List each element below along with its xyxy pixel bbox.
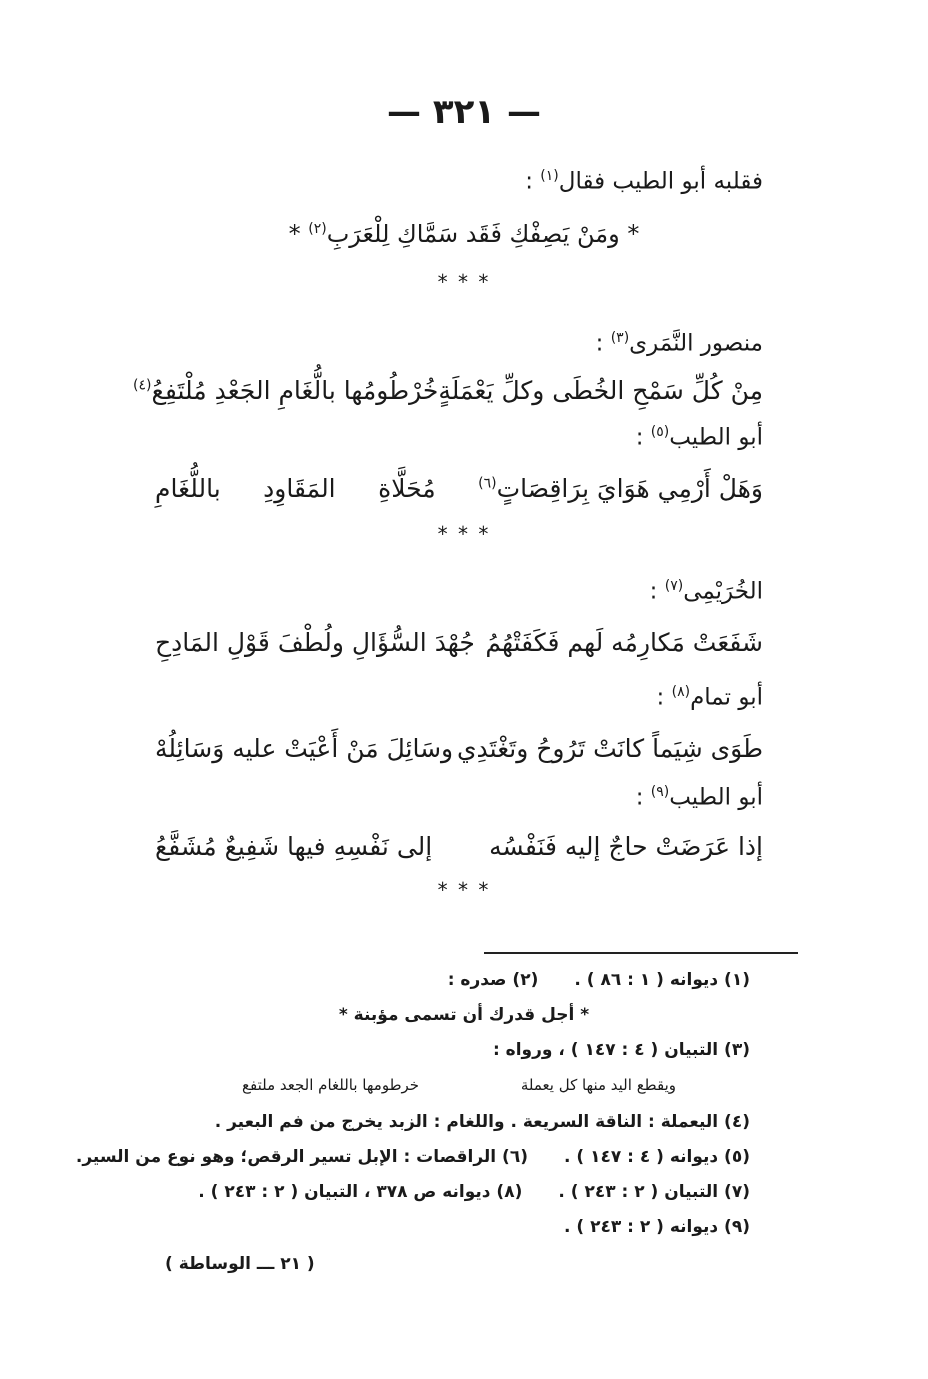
page-signature: ( ٢١ ـــ الوساطة )	[165, 1254, 315, 1274]
footnote-5: (٥) ديوانه ( ٤ : ١٤٧ ) .	[563, 1147, 750, 1167]
footnote-2: (٢) صدره :	[447, 970, 539, 990]
verse-hemistich-left: إلى نَفْسِهِ فيها شَفِيعٌ مُشَفَّعُ	[155, 832, 433, 861]
footnote-4: (٤) اليعملة : الناقة السريعة . واللغام : الزبد يخرج من فم البعير .	[214, 1112, 750, 1132]
footnote-ref: (٨)	[671, 684, 691, 700]
intro-text: منصور النَّمَرى	[629, 330, 763, 357]
verse-hemistich-left: وسَائِلَ مَنْ أَعْيَتْ عليه وَسَائِلُهْ	[155, 734, 454, 763]
verse-hemistich-right: مِنْ كُلِّ سَمْحِ الخُطَى وكلِّ يَعْمَلَةٍ	[438, 376, 763, 405]
footnote-2-verse: * أجل قدرك أن تسمى مؤبنة *	[338, 1005, 590, 1025]
intro-colon: :	[635, 424, 644, 451]
footnote-3-verse	[242, 1076, 676, 1094]
footnote-ref: (٤)	[133, 377, 152, 394]
section-1-intro	[525, 168, 763, 195]
footnote-ref: (٢)	[308, 221, 327, 237]
section-2-intro	[596, 330, 763, 357]
section-6-intro	[636, 784, 763, 811]
intro-colon: :	[649, 578, 658, 605]
section-3-verse	[155, 474, 763, 503]
footnote-line-5	[76, 1147, 750, 1167]
section-divider-stars: * * *	[437, 270, 491, 294]
verse-hemistich-left	[133, 376, 438, 405]
intro-text: أبو الطيب	[669, 424, 763, 451]
section-6-verse	[155, 832, 763, 861]
footnote-ref: (٥)	[650, 424, 670, 440]
verse-text: * ومَنْ يَصِفْكِ فَقَد سَمَّاكِ لِلْعَرَبِ	[326, 220, 640, 248]
hemistich-text: وَهَلْ أَرْمِي هَوَايَ بِرَاقِصَاتٍ	[496, 474, 763, 503]
verse-hemistich-right: طَوَى شِيَماً كانَتْ تَرُوحُ وتَغْتَدِي	[456, 734, 763, 763]
footnote-separator	[484, 952, 798, 954]
intro-colon: :	[635, 784, 644, 811]
verse-hemistich-right: شَفَعَتْ مَكارِمُه لَهم فَكَفَتْهُمُ	[485, 628, 763, 657]
section-1-verse	[0, 220, 928, 248]
footnote-3: (٣) التبيان ( ٤ : ١٤٧ ) ، ورواه :	[492, 1040, 750, 1060]
verse-star: *	[288, 220, 301, 248]
footnote-ref: (٣)	[610, 330, 630, 346]
footnote-ref: (١)	[540, 168, 559, 184]
hemistich-text: خُرْطُومُها بالُّغَامِ الجَعْدِ مُلْتَفِعُ	[151, 376, 439, 405]
footnote-8: (٨) ديوانه ص ٣٧٨ ، التبيان ( ٢ : ٢٤٣ ) .	[198, 1182, 523, 1202]
footnote-line-1	[448, 970, 750, 990]
intro-text: فقلبه أبو الطيب فقال	[558, 168, 763, 195]
footnote-1: (١) ديوانه ( ١ : ٨٦ ) .	[574, 970, 750, 990]
verse-part-2: مُحَلَّاةِ	[378, 474, 436, 503]
section-3-intro	[636, 424, 763, 451]
footnote-3-hemistich-left: خرطومها باللغام الجعد ملتفع	[242, 1076, 420, 1094]
verse-part-3: المَقَاوِدِ	[263, 474, 336, 503]
section-4-verse	[155, 628, 763, 657]
section-4-intro	[650, 578, 763, 605]
section-divider-stars: * * *	[437, 522, 491, 546]
verse-hemistich-right: إذا عَرَضَتْ حاجٌ إليه فَنَفْسُه	[489, 832, 763, 861]
section-2-verse	[133, 376, 763, 405]
intro-text: أبو الطيب	[669, 784, 763, 811]
footnote-6: (٦) الراقصات : الإبل تسير الرقص؛ وهو نوع من السير.	[75, 1147, 528, 1167]
footnote-3-hemistich-right: ويقطع اليد منها كل يعملة	[520, 1076, 676, 1094]
verse-hemistich-left: جُهْدَ السُّؤَالِ ولُطْفَ قَوْلِ المَادِحِ	[155, 628, 475, 657]
verse-part-4: باللُّغَامِ	[155, 474, 221, 503]
footnote-7: (٧) التبيان ( ٢ : ٢٤٣ ) .	[558, 1182, 750, 1202]
verse-part-1	[478, 474, 763, 503]
section-5-verse	[155, 734, 763, 763]
footnote-ref: (٧)	[664, 578, 684, 594]
footnote-ref: (٩)	[650, 784, 670, 800]
footnote-ref: (٦)	[478, 475, 497, 492]
intro-text: أبو تمام	[690, 684, 763, 711]
intro-colon: :	[525, 168, 533, 195]
page-number: — ٣٢١ —	[387, 92, 541, 132]
intro-colon: :	[595, 330, 604, 357]
section-divider-stars: * * *	[437, 878, 491, 902]
footnote-9: (٩) ديوانه ( ٢ : ٢٤٣ ) .	[563, 1217, 750, 1237]
intro-colon: :	[656, 684, 665, 711]
footnote-line-7	[198, 1182, 750, 1202]
intro-text: الخُرَيْمِى	[683, 578, 763, 605]
section-5-intro	[657, 684, 763, 711]
